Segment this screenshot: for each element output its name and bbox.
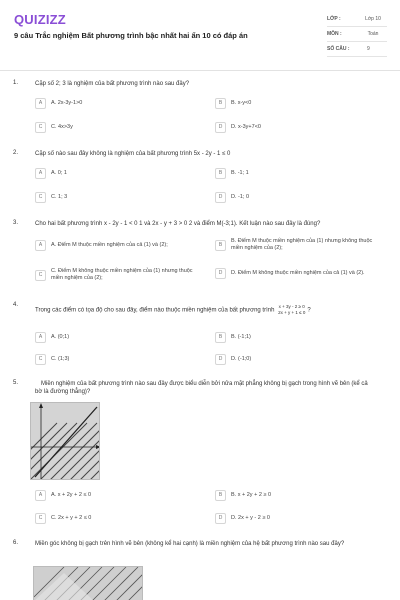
header-divider bbox=[0, 70, 400, 71]
half-plane-figure bbox=[30, 402, 100, 480]
option-b[interactable] bbox=[215, 238, 381, 252]
option-letter: D bbox=[215, 513, 226, 524]
option-letter: D bbox=[215, 268, 226, 279]
option-letter: A bbox=[35, 240, 46, 251]
option-a[interactable] bbox=[35, 490, 201, 501]
option-a[interactable] bbox=[35, 240, 201, 251]
question-text: Cặp số 2; 3 là nghiệm của bất phương trình nào sau đây? bbox=[35, 81, 190, 87]
inequality-system bbox=[278, 304, 305, 316]
option-letter: A bbox=[35, 98, 46, 109]
option-letter: C bbox=[35, 513, 46, 524]
meta-label: LỚP : bbox=[327, 16, 341, 22]
option-b[interactable] bbox=[215, 490, 381, 501]
option-letter: B bbox=[215, 490, 226, 501]
question-suffix: ? bbox=[307, 307, 311, 314]
question-number: 3. bbox=[13, 220, 19, 226]
option-letter: A bbox=[35, 168, 46, 179]
option-c[interactable] bbox=[35, 513, 201, 524]
question-text: Cho hai bất phương trình x - 2y - 1 < 0 1 và 2x - y + 3 > 0 2 và điểm M(-3;1). Kết luận nào sau đây là đúng? bbox=[35, 221, 321, 227]
meta-value: 9 bbox=[367, 46, 370, 52]
quizizz-logo[interactable]: QUIZIZZ bbox=[14, 12, 66, 27]
meta-row-subject bbox=[327, 27, 387, 42]
meta-label: SỐ CÂU : bbox=[327, 46, 350, 52]
option-d[interactable] bbox=[215, 192, 381, 203]
meta-row-count bbox=[327, 42, 387, 57]
question-number: 2. bbox=[13, 150, 19, 156]
document-title: 9 câu Trắc nghiệm Bất phương trình bậc nhất hai ẩn 10 có đáp án bbox=[14, 31, 248, 40]
option-b[interactable] bbox=[215, 98, 381, 109]
option-text: D. Điểm M không thuộc miền nghiệm của cả (1) và (2). bbox=[231, 270, 365, 276]
option-text: A. (0;1) bbox=[51, 334, 70, 340]
meta-value: Toán bbox=[367, 31, 379, 37]
option-text: A. Điểm M thuộc miền nghiệm của cả (1) và (2); bbox=[51, 242, 168, 248]
question-text bbox=[35, 304, 375, 316]
option-text: D. x-3y+7<0 bbox=[231, 124, 261, 130]
option-a[interactable] bbox=[35, 332, 201, 343]
meta-value: Lớp 10 bbox=[365, 16, 381, 22]
option-letter: D bbox=[215, 122, 226, 133]
option-letter: B bbox=[215, 332, 226, 343]
option-text: B. x-y<0 bbox=[231, 100, 252, 106]
meta-row-class bbox=[327, 12, 387, 27]
option-letter: C bbox=[35, 122, 46, 133]
option-c[interactable] bbox=[35, 268, 201, 282]
option-a[interactable] bbox=[35, 98, 201, 109]
option-text: D. 2x + y - 2 ≥ 0 bbox=[231, 515, 270, 521]
question-number: 1. bbox=[13, 80, 19, 86]
option-d[interactable] bbox=[215, 122, 381, 133]
option-text: A. 0; 1 bbox=[51, 170, 67, 176]
option-letter: B bbox=[215, 168, 226, 179]
option-text: C. 4x>3y bbox=[51, 124, 73, 130]
angle-region-figure bbox=[33, 566, 143, 600]
option-letter: B bbox=[215, 240, 226, 251]
option-d[interactable] bbox=[215, 354, 381, 365]
question-text: Miền nghiệm của bất phương trình nào sau đây được biểu diễn bởi nửa mặt phẳng không bị gạch trong hình vẽ bên (kể cả bờ là đường thẳng)? bbox=[35, 381, 368, 395]
option-letter: C bbox=[35, 192, 46, 203]
option-letter: A bbox=[35, 490, 46, 501]
option-letter: B bbox=[215, 98, 226, 109]
meta-label: MÔN : bbox=[327, 31, 342, 37]
option-text: B. (-1;1) bbox=[231, 334, 251, 340]
option-letter: D bbox=[215, 354, 226, 365]
meta-panel bbox=[327, 12, 387, 57]
question-text: Miền góc không bị gạch trên hình vẽ bên (không kể hai cạnh) là miền nghiệm của hệ bất phương trình nào sau đây? bbox=[35, 541, 345, 547]
question-number: 6. bbox=[13, 540, 19, 546]
question-text: Cặp số nào sau đây không là nghiệm của bất phương trình 5x - 2y - 1 ≤ 0 bbox=[35, 151, 231, 157]
option-text: B. -1; 1 bbox=[231, 170, 249, 176]
question-stem: Trong các điểm có tọa độ cho sau đây, điểm nào thuộc miền nghiệm của bất phương trình bbox=[35, 307, 275, 314]
option-b[interactable] bbox=[215, 332, 381, 343]
option-c[interactable] bbox=[35, 192, 201, 203]
system-line: x + 3y - 2 ≥ 0 bbox=[278, 304, 305, 309]
option-text: C. (1;3) bbox=[51, 356, 70, 362]
option-text: A. x + 2y + 2 ≤ 0 bbox=[51, 492, 92, 498]
option-letter: C bbox=[35, 354, 46, 365]
option-text: B. x + 2y + 2 ≥ 0 bbox=[231, 492, 272, 498]
option-text: C. 1; 3 bbox=[51, 194, 68, 200]
system-line: 2x + y + 1 ≤ 0 bbox=[278, 310, 306, 315]
option-text: D. (-1;0) bbox=[231, 356, 252, 362]
option-a[interactable] bbox=[35, 168, 201, 179]
option-text: D. -1; 0 bbox=[231, 194, 250, 200]
option-letter: C bbox=[35, 270, 46, 281]
option-b[interactable] bbox=[215, 168, 381, 179]
option-d[interactable] bbox=[215, 513, 381, 524]
question-number: 5. bbox=[13, 380, 19, 386]
option-c[interactable] bbox=[35, 354, 201, 365]
option-c[interactable] bbox=[35, 122, 201, 133]
question-number: 4. bbox=[13, 302, 19, 308]
option-letter: D bbox=[215, 192, 226, 203]
option-text: C. 2x + y + 2 ≤ 0 bbox=[51, 515, 92, 521]
option-letter: A bbox=[35, 332, 46, 343]
option-d[interactable] bbox=[215, 268, 381, 279]
worksheet-header bbox=[0, 0, 400, 70]
option-text: B. Điểm M thuộc miền nghiệm của (1) nhưng không thuộc miền nghiệm của (2); bbox=[231, 238, 373, 251]
option-text: C. Điểm M không thuộc miền nghiệm của (1) nhưng thuộc miền nghiệm của (2); bbox=[51, 268, 193, 281]
option-text: A. 2x-3y-1>0 bbox=[51, 100, 83, 106]
